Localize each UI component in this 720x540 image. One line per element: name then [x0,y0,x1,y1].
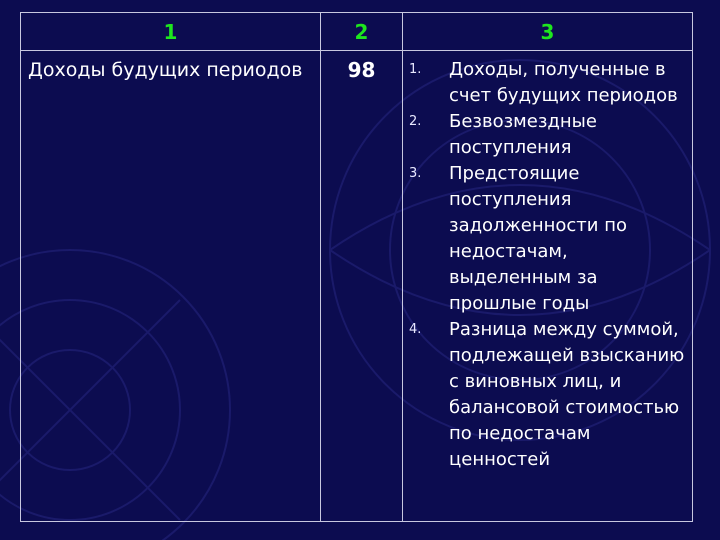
header-cell-2: 2 [321,13,403,51]
list-item-number: 4. [409,322,422,337]
account-name-cell [21,51,321,522]
account-items-cell [403,51,693,522]
list-item-number: 1. [409,62,422,77]
list-item [403,317,686,473]
items-list [403,51,692,473]
account-name: Доходы будущих периодов [28,59,303,81]
list-item [403,109,686,161]
list-item [403,161,686,317]
account-code-cell [321,51,403,522]
table-row [21,51,693,522]
header-cell-1: 1 [21,13,321,51]
list-item-number: 2. [409,114,422,129]
list-item-text: Предстоящие поступления задолженности по недостачам, выделенным за прошлые годы [449,163,627,314]
list-item [403,57,686,109]
list-item-text: Разница между суммой, подлежащей взысканию с виновных лиц, и балансовой стоимостью по недостачам ценностей [449,319,685,470]
list-item-text: Безвозмездные поступления [449,111,597,158]
account-code: 98 [347,58,376,82]
list-item-text: Доходы, полученные в счет будущих периодов [449,59,678,106]
table-header-row [21,13,693,51]
accounts-table [20,12,693,522]
header-cell-3: 3 [403,13,693,51]
list-item-number: 3. [409,166,422,181]
